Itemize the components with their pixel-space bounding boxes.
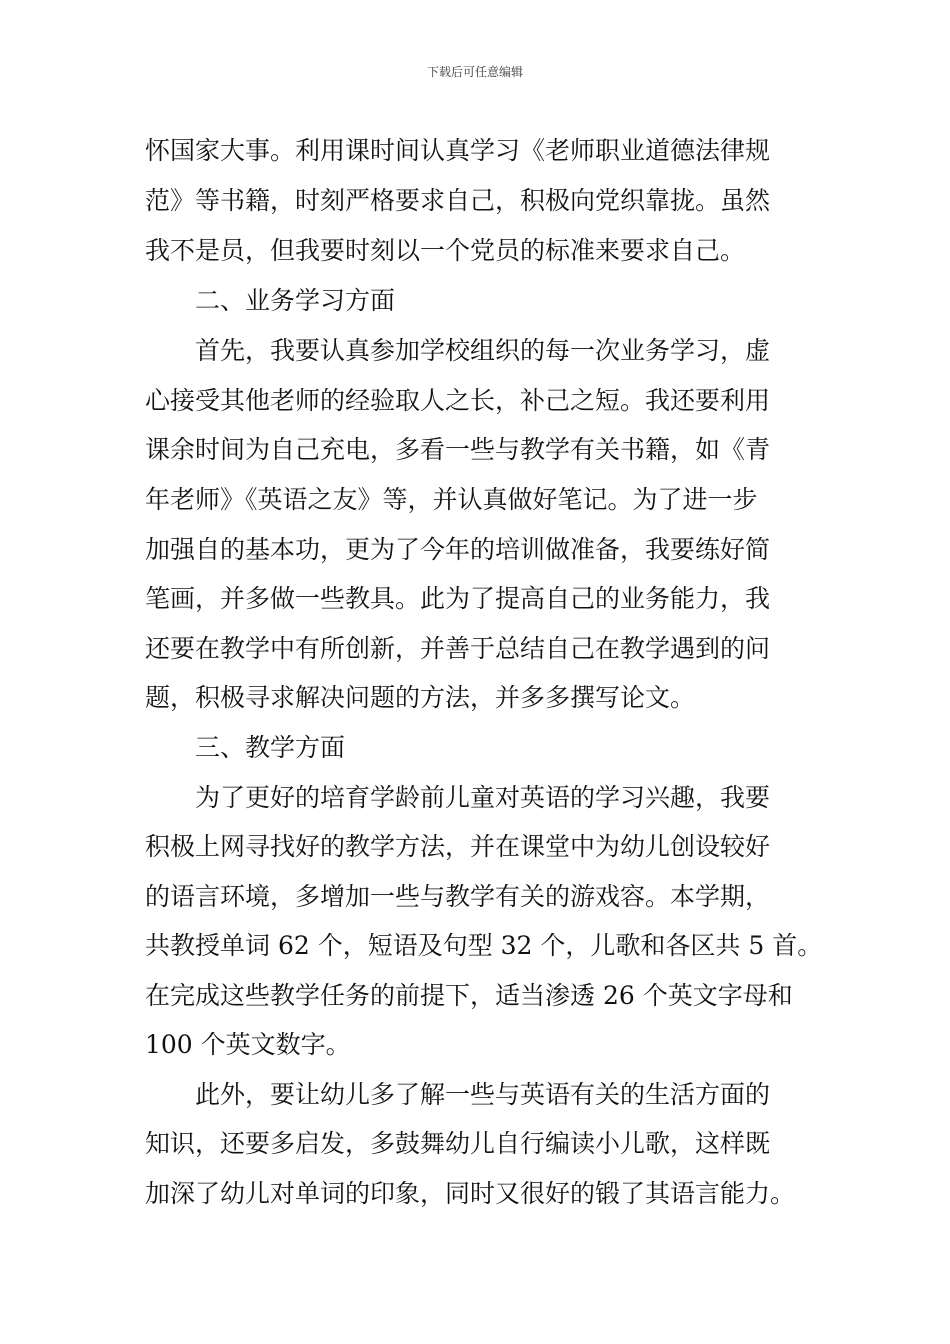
text-line: 积极上网寻找好的教学方法，并在课堂中为幼儿创设较好 <box>145 832 771 861</box>
text-line: 还要在教学中有所创新，并善于总结自己在教学遇到的问 <box>145 634 771 663</box>
text-line: 题，积极寻求解决问题的方法，并多多撰写论文。 <box>145 683 696 712</box>
section-heading: 二、业务学习方面 <box>145 286 396 315</box>
text-line: 首先，我要认真参加学校组织的每一次业务学习，虚 <box>145 336 771 365</box>
text-line: 范》等书籍，时刻严格要求自己，积极向党织靠拢。虽然 <box>145 186 771 215</box>
text-line: 此外，要让幼儿多了解一些与英语有关的生活方面的 <box>145 1080 771 1109</box>
section-heading: 三、教学方面 <box>145 733 346 762</box>
text-line: 共教授单词 62 个，短语及句型 32 个，儿歌和各区共 5 首。 <box>145 931 823 960</box>
text-line: 加强自的基本功，更为了今年的培训做准备，我要练好简 <box>145 535 771 564</box>
text-line: 课余时间为自己充电，多看一些与教学有关书籍，如《青 <box>145 435 771 464</box>
text-line: 知识，还要多启发，多鼓舞幼儿自行编读小儿歌，这样既 <box>145 1129 771 1158</box>
text-line: 为了更好的培育学龄前儿童对英语的学习兴趣，我要 <box>145 783 771 812</box>
text-line: 年老师》《英语之友》等，并认真做好笔记。为了进一步 <box>145 485 758 514</box>
text-line: 在完成这些教学任务的前提下，适当渗透 26 个英文字母和 <box>145 981 793 1010</box>
text-line: 笔画，并多做一些教具。此为了提高自己的业务能力，我 <box>145 584 771 613</box>
text-line: 加深了幼儿对单词的印象，同时又很好的锻了其语言能力。 <box>145 1179 796 1208</box>
text-line: 的语言环境，多增加一些与教学有关的游戏容。本学期， <box>145 882 771 911</box>
text-line: 怀国家大事。利用课时间认真学习《老师职业道德法律规 <box>145 136 771 165</box>
page-header: 下载后可任意编辑 <box>426 65 523 79</box>
text-line: 100 个英文数字。 <box>145 1030 351 1059</box>
text-line: 心接受其他老师的经验取人之长，补己之短。我还要利用 <box>145 386 771 415</box>
text-line: 我不是员，但我要时刻以一个党员的标准来要求自己。 <box>145 236 746 265</box>
